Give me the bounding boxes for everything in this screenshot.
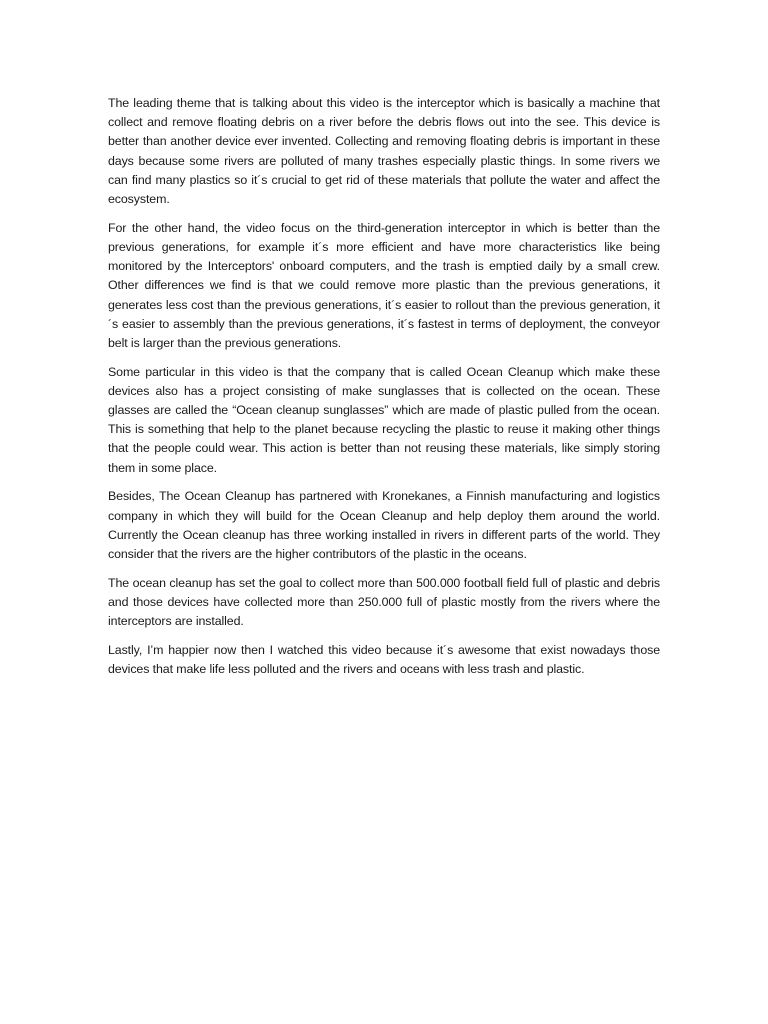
paragraph-4: Besides, The Ocean Cleanup has partnered with Kronekanes, a Finnish manufacturing and logistics company in which they will build for the Ocean Cleanup and help deploy them around the world. Currently the Ocean cleanup has three working installed in rivers in different parts of the world. They consider that the rivers are the higher contributors of the plastic in the oceans. xyxy=(108,489,660,561)
paragraph-3: Some particular in this video is that the company that is called Ocean Cleanup which make these devices also has a project consisting of make sunglasses that is collected on the ocean. These glasses are called the “Ocean cleanup sunglasses” which are made of plastic pulled from the ocean. This is something that help to the planet because recycling the plastic to reuse it making other things that the people could wear. This action is better than not reusing these materials, like simply storing them in some place. xyxy=(108,364,660,475)
document-page xyxy=(108,94,660,689)
paragraph-1: The leading theme that is talking about this video is the interceptor which is basically a machine that collect and remove floating debris on a river before the debris flows out into the see. This device is better than another device ever invented. Collecting and removing floating debris is important in these days because some rivers are polluted of many trashes especially plastic things. In some rivers we can find many plastics so it´s crucial to get rid of these materials that pollute the water and affect the ecosystem. xyxy=(108,96,660,207)
paragraph-5: The ocean cleanup has set the goal to collect more than 500.000 football field full of plastic and debris and those devices have collected more than 250.000 full of plastic mostly from the rivers where the interceptors are installed. xyxy=(108,575,660,629)
paragraph-2: For the other hand, the video focus on the third-generation interceptor in which is better than the previous generations, for example it´s more efficient and have more characteristics like being monitored by the Interceptors' onboard computers, and the trash is emptied daily by a small crew. Other differences we find is that we could remove more plastic than the previous generations, it generates less cost than the previous generations, it´s easier to rollout than the previous generation, it´s easier to assembly than the previous generations, it´s fastest in terms of deployment, the conveyor belt is larger than the previous generations. xyxy=(108,220,660,350)
paragraph-6: Lastly, I’m happier now then I watched this video because it´s awesome that exist nowadays those devices that make life less polluted and the rivers and oceans with less trash and plastic. xyxy=(108,642,660,676)
